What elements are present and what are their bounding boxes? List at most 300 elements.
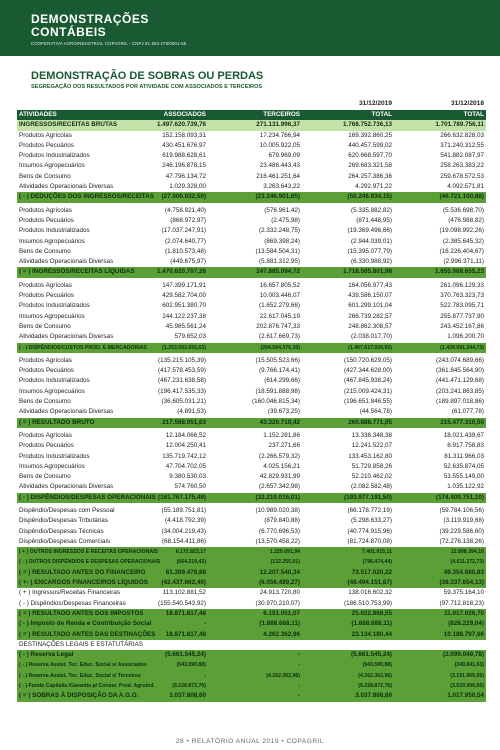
cell-terceiros: (13.584.504,31): [255, 247, 300, 255]
cell-total-2018: 12.898.394,16: [450, 549, 484, 556]
row-label: Atividades Operacionais Diversas: [19, 333, 114, 341]
cell-total-2018: 261.096.129,33: [440, 281, 484, 289]
cell-terceiros: 271.131.996,37: [256, 121, 300, 129]
cell-associados: (68.154.411,86): [162, 537, 206, 545]
cell-total-2018: 8.917.758,83: [447, 442, 484, 450]
cell-total-2018: 255.877.737,90: [440, 312, 484, 320]
table-row: [17, 312, 486, 322]
cell-total-2019: (186.510.753,99): [344, 599, 392, 607]
cell-total-2019: (2.082.582,48): [351, 483, 392, 491]
row-label: Dispêndio/Despesas Técnicas: [19, 527, 104, 535]
cell-total-2019: 440.457.599,02: [348, 141, 392, 149]
cell-total-2018: (441.471.129,68): [436, 377, 484, 385]
header-title-line2: CONTÁBEIS: [31, 25, 107, 39]
cell-associados: (943.590,88): [176, 662, 206, 669]
table-row: [17, 161, 486, 171]
row-label: Produtos Pecuários: [19, 216, 74, 224]
cell-associados: (155.540.543,92): [158, 599, 206, 607]
cell-total-2018: (203.241.863,85): [436, 387, 484, 395]
row-label: Bens de Consumo: [19, 172, 71, 180]
cell-total-2018: (72.276.138,26): [439, 537, 484, 545]
cell-total-2019: 439.586.150,07: [348, 292, 392, 300]
cell-associados: 18.871.817,48: [165, 609, 206, 617]
cell-terceiros: (576.961,42): [264, 206, 300, 214]
cell-terceiros: 1.152.281,86: [263, 431, 300, 439]
row-label: ( + ) Ingressos/Receitas Financeiras: [19, 589, 120, 597]
cell-associados: (34.004.219,43): [161, 527, 206, 535]
cell-total-2019: 52.210.462,02: [351, 473, 392, 481]
cell-total-2018: 371.240.312,55: [440, 141, 484, 149]
cell-total-2019: (943.590,88): [362, 662, 392, 669]
cell-associados: 3.037.808,60: [169, 692, 206, 700]
cell-total-2018: 59.375.164,10: [443, 589, 484, 597]
cell-associados: 12.004.250,41: [165, 442, 206, 450]
table-row: [17, 281, 486, 291]
cell-terceiros: 4.262.362,96: [263, 630, 300, 638]
cell-associados: 217.568.051,63: [162, 418, 206, 426]
cell-total-2019: 25.022.868,55: [351, 609, 392, 617]
row-label: INGRESSOS/RECEITAS BRUTAS: [19, 121, 118, 129]
row-label: ( - ) Reserva Assist. Tec. Educ. Social s/ Associados: [19, 662, 147, 669]
cell-total-2019: 7.401.915,11: [361, 549, 392, 556]
cell-total-2019: (5.335.882,82): [351, 206, 392, 214]
row-label: Insumos Agropecuários: [19, 387, 85, 395]
cell-terceiros: 237.271,66: [268, 442, 300, 450]
table-row: [17, 441, 486, 451]
cell-terceiros: (30.970.210,07): [255, 599, 300, 607]
cell-terceiros: (9.766.174,41): [259, 367, 300, 375]
cell-total-2018: 1.701.789.756,11: [435, 121, 484, 129]
table-row: [17, 691, 486, 701]
row-label: Atividades Operacionais Diversas: [19, 183, 114, 191]
table-row: [17, 671, 486, 681]
cell-total-2019: (50.246.934,15): [347, 193, 392, 201]
cell-associados: 429.582.704,00: [162, 292, 206, 300]
cell-total-2018: 4.092.571,81: [447, 183, 484, 191]
cell-associados: (868.972,97): [170, 216, 206, 224]
cell-terceiros: (5.881.312,95): [259, 258, 300, 266]
cell-total-2018: (16.226.404,67): [439, 247, 484, 255]
row-label: ( + ) OUTROS INGRESSOS E RECEITAS OPERACIONAIS: [19, 549, 158, 556]
cell-associados: (161.767.175,49): [158, 493, 206, 501]
cell-total-2019: 269.683.321,58: [348, 162, 392, 170]
cell-associados: 135.719.742,12: [162, 452, 206, 460]
row-label: ( = ) SOBRAS À DISPOSIÇÃO DA A.G.O.: [19, 692, 139, 700]
row-label: ( - ) Dispêndios/Despesas Financeiras: [19, 599, 126, 607]
cell-terceiros: (2.266.579,32): [259, 452, 300, 460]
cell-associados: 574.760,50: [174, 483, 206, 491]
row-label: ( = ) INGRESSOS/RECEITAS LÍQUIDAS: [19, 268, 135, 276]
cell-terceiros: 247.885.094,72: [256, 268, 300, 276]
cell-total-2018: (39.229.586,60): [439, 527, 484, 535]
cell-associados: 244.122.237,38: [162, 312, 206, 320]
cell-total-2019: 601.299.101,04: [348, 302, 392, 310]
cell-total-2018: 81.311.966,03: [444, 452, 484, 460]
cell-terceiros: 4.025.156,21: [263, 462, 300, 470]
cell-total-2018: 1.655.068.655,23: [434, 268, 484, 276]
table-row: [17, 332, 486, 342]
cell-terceiros: 1.229.091,94: [269, 549, 300, 556]
row-label: ( = ) RESULTADO ANTES DO FINANCEIRO: [19, 568, 146, 576]
cell-terceiros: (6.770.696,53): [259, 527, 300, 535]
cell-total-2019: (4.262.362,96): [358, 672, 392, 679]
cell-associados: 61.309.479,88: [165, 568, 206, 576]
cell-total-2019: (5.661.545,24): [351, 651, 392, 659]
cell-terceiros: (10.989.020,38): [255, 506, 300, 514]
cell-total-2019: (9.228.872,76): [358, 683, 392, 690]
date-2018: 31/12/2018: [450, 100, 484, 107]
table-row: [17, 206, 486, 216]
table-row: [17, 407, 486, 417]
row-label: Atividades Operacionais Diversas: [19, 258, 114, 266]
table-row: [17, 397, 486, 407]
cell-total-2018: (61.077,78): [451, 408, 484, 416]
cell-associados: (4.758.921,40): [165, 206, 206, 214]
cell-total-2019: (40.774.915,96): [347, 527, 392, 535]
cell-terceiros: 42.829.931,99: [259, 473, 300, 481]
row-label: Produtos Industrializados: [19, 452, 90, 460]
table-header-row: [17, 110, 486, 120]
table-row: [17, 493, 486, 503]
cell-terceiros: -: [298, 683, 300, 690]
cell-total-2019: (5.298.633,27): [351, 517, 392, 525]
cell-total-2019: 138.016.602,32: [348, 589, 392, 597]
table-row: [17, 387, 486, 397]
cell-associados: (417.578.453,59): [158, 367, 206, 375]
row-label: Insumos Agropecuários: [19, 312, 85, 320]
cell-total-2018: (361.845.564,90): [436, 367, 484, 375]
table-row: [17, 431, 486, 441]
row-label: Produtos Pecuários: [19, 367, 74, 375]
row-label: Atividades Operacionais Diversas: [19, 408, 114, 416]
row-label: Insumos Agropecuários: [19, 462, 85, 470]
header-total-2018: TOTAL: [463, 111, 484, 118]
table-row: [17, 131, 486, 141]
table-row: [17, 226, 486, 236]
cell-total-2019: 73.517.020,22: [351, 568, 392, 576]
row-label: ( +- ) ENCARGOS FINANCEIROS LÍQUIDOS: [19, 579, 148, 587]
header-title-line1: DEMONSTRAÇÕES: [31, 12, 149, 26]
cell-total-2019: 23.134.180,44: [351, 630, 392, 638]
cell-total-2018: 18.021.439,67: [443, 431, 484, 439]
header-total-2019: TOTAL: [371, 111, 392, 118]
table-row: [17, 537, 486, 547]
cell-total-2019: 169.392.860,25: [348, 131, 392, 139]
table-row: [17, 151, 486, 161]
cell-associados: 12.184.066,52: [165, 431, 206, 439]
cell-total-2018: (349.841,63): [454, 662, 484, 669]
cell-terceiros: (32.210.016,01): [255, 493, 300, 501]
cell-total-2019: 1.718.505.801,98: [342, 268, 392, 276]
cell-terceiros: 23.486.443,43: [259, 162, 300, 170]
table-row: [17, 630, 486, 640]
row-label: Dispêndio/Despesas Comerciais: [19, 537, 110, 545]
table-row: [17, 343, 486, 353]
row-label: Produtos Agrícolas: [19, 431, 72, 439]
cell-associados: 47.704.702,05: [165, 462, 206, 470]
cell-total-2018: 243.452.167,86: [440, 322, 484, 330]
row-label: Produtos Pecuários: [19, 141, 74, 149]
cell-total-2018: (243.074.689,66): [436, 356, 484, 364]
page-footer: 28 • RELATÓRIO ANUAL 2019 • COPAGRIL: [175, 738, 325, 745]
cell-total-2018: 215.477.310,50: [440, 418, 484, 426]
cell-total-2018: (2.996.371,11): [443, 258, 484, 266]
table-row: [17, 216, 486, 226]
row-label: Insumos Agropecuários: [19, 162, 85, 170]
cell-total-2018: (476.988,82): [448, 216, 484, 224]
row-label: Produtos Agrícolas: [19, 206, 72, 214]
financial-table: [17, 99, 486, 702]
cell-total-2019: 1.768.752.736,13: [342, 121, 392, 129]
cell-total-2018: 10.188.797,66: [443, 630, 484, 638]
cell-total-2018: 52.635.874,05: [443, 462, 484, 470]
cell-terceiros: (2.617.669,73): [259, 333, 300, 341]
table-row: [17, 516, 486, 526]
cell-total-2019: 164.056.977,43: [348, 281, 392, 289]
table-row: [17, 619, 486, 629]
table-row: [17, 247, 486, 257]
cell-total-2018: (5.536.698,70): [443, 206, 484, 214]
table-row: [17, 418, 486, 428]
cell-associados: (2.074.640,77): [165, 237, 206, 245]
row-label: Bens de Consumo: [19, 398, 71, 406]
row-label: Produtos Agrícolas: [19, 356, 72, 364]
table-row: [17, 557, 486, 567]
cell-total-2019: (6.330.988,92): [351, 258, 392, 266]
table-row: [17, 482, 486, 492]
cell-total-2019: (2.038.017,70): [351, 333, 392, 341]
cell-terceiros: (1.652.279,66): [259, 302, 300, 310]
cell-associados: (17.037.247,91): [161, 227, 206, 235]
cell-associados: (1.253.052.655,63): [162, 344, 206, 351]
table-row: [17, 660, 486, 670]
cell-associados: 579.652,03: [174, 333, 206, 341]
table-row: [17, 376, 486, 386]
cell-total-2019: 12.241.522,07: [351, 442, 392, 450]
cell-total-2018: 370.763.323,73: [440, 292, 484, 300]
row-label: ( - ) DISPÊNDIOS/DESPESAS OPERACIONAIS: [19, 493, 156, 501]
cell-terceiros: 17.234.766,94: [259, 131, 300, 139]
row-label: DESTINAÇÕES LEGAIS E ESTATUTÁRIAS: [19, 640, 143, 648]
header-atividades: ATIVIDADES: [19, 111, 57, 118]
cell-total-2018: (2.385.645,32): [443, 237, 484, 245]
row-label: Bens de Consumo: [19, 473, 71, 481]
cell-terceiros: 24.913.720,80: [259, 589, 300, 597]
cell-total-2018: (828.229,04): [448, 620, 484, 628]
cell-total-2019: 248.862.308,57: [348, 322, 392, 330]
cell-associados: (42.437.662,40): [161, 579, 206, 587]
cell-terceiros: (1.888.688,11): [259, 620, 300, 628]
row-label: Produtos Agrícolas: [19, 131, 72, 139]
cell-total-2018: 259.678.572,53: [440, 172, 484, 180]
cell-terceiros: 6.151.051,07: [263, 609, 300, 617]
cell-total-2019: (796.474,44): [362, 559, 392, 566]
cell-total-2018: 49.354.680,83: [443, 568, 484, 576]
cell-total-2018: (97.712.818,23): [439, 599, 484, 607]
header-associados: ASSOCIADOS: [163, 111, 206, 118]
table-row: [17, 568, 486, 578]
cell-associados: -: [203, 620, 206, 628]
row-label: ( - ) Imposto de Renda e Contribuição Social: [19, 620, 152, 628]
row-label: ( - ) Fundo Capitaliz./Garantia p/ Conser. Prod. Agroind.: [19, 683, 155, 690]
cell-associados: (4.418.792,39): [165, 517, 206, 525]
cell-associados: (27.000.032,50): [161, 193, 206, 201]
row-label: ( = ) RESULTADO BRUTO: [19, 418, 95, 426]
cell-total-2018: 1.096.200,70: [447, 333, 484, 341]
cell-terceiros: (4.262.362,96): [266, 672, 300, 679]
cell-total-2018: 53.555.149,00: [443, 473, 484, 481]
cell-associados: (9.228.872,76): [172, 683, 206, 690]
cell-associados: (196.417.535,33): [158, 387, 206, 395]
table-row: [17, 640, 486, 650]
cell-total-2019: (871.448,95): [356, 216, 392, 224]
cell-terceiros: (2.332.248,75): [259, 227, 300, 235]
cell-terceiros: 10.005.922,05: [259, 141, 300, 149]
cell-associados: (449.675,97): [170, 258, 206, 266]
cell-associados: -: [204, 672, 206, 679]
cell-associados: (36.605.031,21): [161, 398, 206, 406]
table-row: [17, 527, 486, 537]
row-label: Bens de Consumo: [19, 247, 71, 255]
cell-associados: 1.497.620.739,76: [156, 121, 206, 129]
cell-total-2018: (2.099.049,78): [443, 651, 484, 659]
table-row: [17, 182, 486, 192]
cell-associados: 1.029.328,00: [169, 183, 206, 191]
cell-associados: (4.891,53): [177, 408, 206, 416]
cell-terceiros: (23.246.901,65): [255, 193, 300, 201]
header-terceiros: TERCEIROS: [263, 111, 300, 118]
cell-total-2018: 266.632.828,03: [440, 131, 484, 139]
table-row: [17, 267, 486, 277]
cell-total-2019: 3.037.808,60: [355, 692, 392, 700]
cell-terceiros: 216.461.251,64: [256, 172, 300, 180]
table-row: [17, 237, 486, 247]
cell-total-2019: (2.944.039,01): [351, 237, 392, 245]
cell-associados: (135.215.105,39): [158, 356, 206, 364]
table-row: [17, 172, 486, 182]
document-title: DEMONSTRAÇÃO DE SOBRAS OU PERDAS: [31, 70, 264, 82]
table-row: [17, 462, 486, 472]
cell-terceiros: (39.673,25): [267, 408, 300, 416]
cell-terceiros: -: [298, 662, 300, 669]
cell-total-2018: 258.263.383,22: [440, 162, 484, 170]
cell-total-2019: (15.395.077,79): [347, 247, 392, 255]
cell-terceiros: (18.591.888,98): [255, 387, 300, 395]
cell-total-2019: 264.257.386,36: [348, 172, 392, 180]
table-row: [17, 681, 486, 691]
cell-associados: (5.661.545,24): [165, 651, 206, 659]
cell-total-2019: (1.457.617.030,93): [348, 344, 392, 351]
cell-total-2018: (3.191.965,05): [450, 672, 484, 679]
cell-total-2018: (1.439.591.344,73): [440, 344, 484, 351]
row-label: Produtos Industrializados: [19, 302, 90, 310]
table-row: [17, 322, 486, 332]
cell-associados: 45.985.561,24: [165, 322, 206, 330]
table-row: [17, 291, 486, 301]
cell-terceiros: 3.263.643,22: [263, 183, 300, 191]
cell-terceiros: (869.398,24): [264, 237, 300, 245]
row-label: Dispêndio/Despesas com Pessoal: [19, 506, 115, 514]
cell-terceiros: (13.570.458,22): [255, 537, 300, 545]
cell-terceiros: (879.840,88): [264, 517, 300, 525]
cell-total-2018: (4.611.272,73): [450, 559, 484, 566]
table-row: [17, 452, 486, 462]
cell-terceiros: (160.046.815,34): [252, 398, 300, 406]
cell-total-2019: (48.494.151,67): [347, 579, 392, 587]
cell-total-2018: 1.035.122,92: [447, 483, 484, 491]
table-dates-row: [17, 99, 486, 110]
cell-associados: 1.470.620.707,26: [156, 268, 206, 276]
cell-terceiros: (132.255,01): [270, 559, 300, 566]
date-2019: 31/12/2019: [358, 100, 392, 107]
cell-total-2018: (38.337.654,13): [439, 579, 484, 587]
row-label: Produtos Pecuários: [19, 442, 74, 450]
row-label: ( - ) DISPÊNDIOS/CUSTOS PROD. E MERCADORIAS: [19, 344, 147, 351]
cell-associados: 113.102.881,52: [162, 589, 206, 597]
table-row: [17, 192, 486, 202]
cell-total-2018: (46.721.100,88): [439, 193, 484, 201]
cell-associados: 47.796.134,72: [165, 172, 206, 180]
row-label: ( - ) OUTROS DISPÊNDIOS E DESPESAS OPERACIONAIS: [19, 559, 161, 566]
cell-terceiros: 16.657.805,52: [259, 281, 300, 289]
cell-total-2019: (427.344.628,00): [344, 367, 392, 375]
cell-total-2019: 51.729.858,26: [351, 462, 392, 470]
table-row: [17, 120, 486, 130]
table-row: [17, 547, 486, 557]
cell-total-2019: (44.564,78): [359, 408, 392, 416]
cell-terceiros: (2.475,98): [271, 216, 300, 224]
cell-total-2019: (196.651.846,55): [344, 398, 392, 406]
cell-total-2019: (66.178.772,19): [347, 506, 392, 514]
cell-total-2018: 522.783.095,71: [440, 302, 484, 310]
table-row: [17, 472, 486, 482]
cell-total-2018: (3.119.919,68): [443, 517, 484, 525]
cell-terceiros: 43.320.719,42: [259, 418, 300, 426]
cell-associados: 147.399.171,91: [162, 281, 206, 289]
cell-associados: 9.380.530,03: [169, 473, 206, 481]
cell-total-2019: (1.888.688,11): [351, 620, 392, 628]
cell-total-2019: (19.369.496,66): [347, 227, 392, 235]
row-label: Insumos Agropecuários: [19, 237, 85, 245]
cell-associados: 6.172.823,17: [175, 549, 206, 556]
cell-total-2019: 620.668.597,70: [348, 152, 392, 160]
cell-total-2019: (193.977.191,50): [344, 493, 392, 501]
table-row: [17, 366, 486, 376]
row-label: Bens de Consumo: [19, 322, 71, 330]
cell-total-2018: (3.529.990,66): [450, 683, 484, 690]
row-label: ( = ) RESULTADO ANTES DOS IMPOSTOS: [19, 609, 144, 617]
table-row: [17, 141, 486, 151]
cell-associados: 246.196.878,15: [162, 162, 206, 170]
cell-total-2019: (215.009.424,31): [344, 387, 392, 395]
cell-total-2018: (189.897.018,86): [436, 398, 484, 406]
table-row: [17, 356, 486, 366]
cell-terceiros: 22.617.045,19: [259, 312, 300, 320]
cell-terceiros: -: [297, 692, 300, 700]
cell-terceiros: (614.299,66): [264, 377, 300, 385]
header-band: [0, 0, 500, 56]
table-row: [17, 578, 486, 588]
cell-total-2019: 133.453.162,80: [348, 452, 392, 460]
row-label: Produtos Industrializados: [19, 227, 90, 235]
cell-total-2019: (150.720.629,05): [344, 356, 392, 364]
row-label: ( = ) RESULTADO ANTES DAS DESTINAÇÕES: [19, 630, 156, 638]
cell-total-2019: 266.739.282,57: [348, 312, 392, 320]
cell-associados: (1.810.573,48): [165, 247, 206, 255]
document-subtitle: SEGREGAÇÃO DOS RESULTADOS POR ATIVIDADE COM ASSOCIADOS E TERCEIROS: [31, 84, 263, 90]
table-row: [17, 588, 486, 598]
table-row: [17, 650, 486, 660]
